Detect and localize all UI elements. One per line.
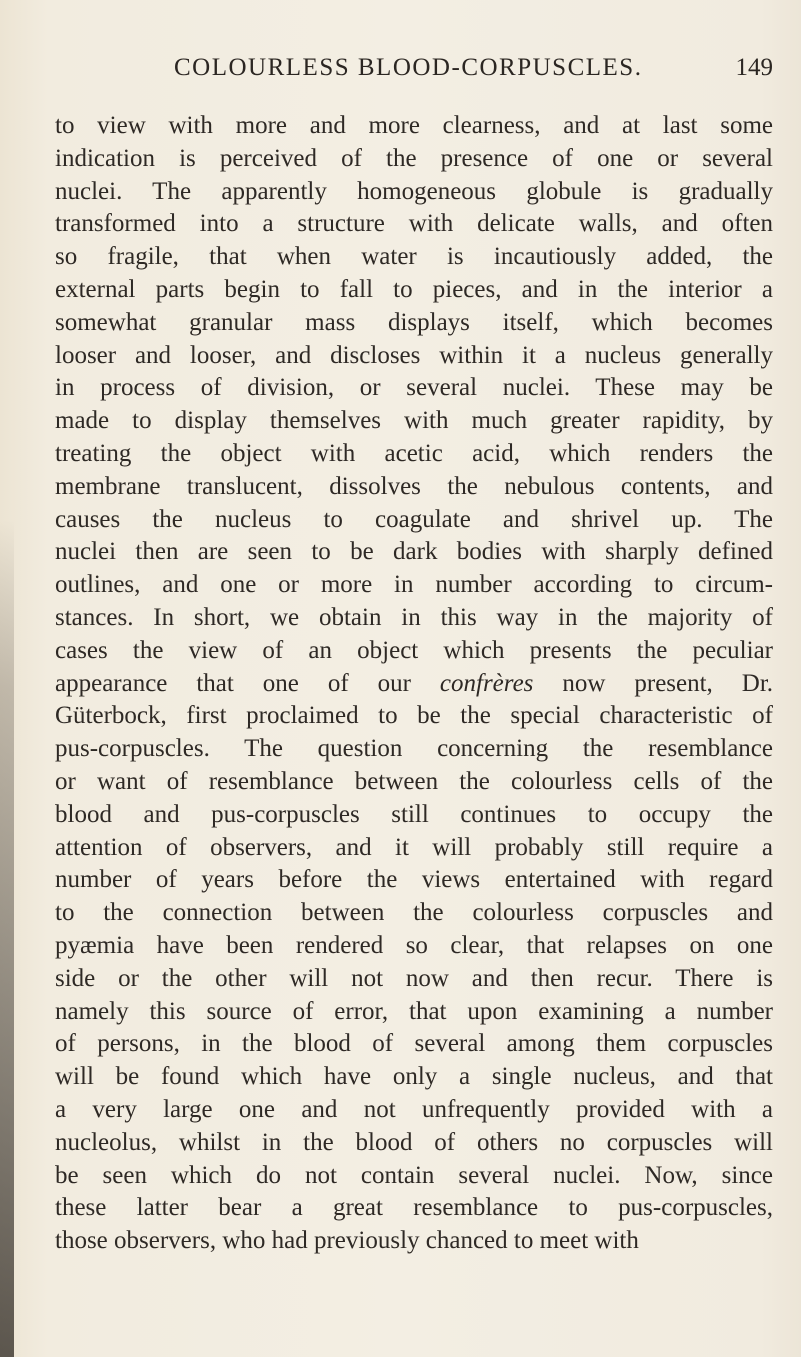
text-line: a very large one and not unfrequently provided with a [55, 1095, 773, 1123]
text-line: made to display themselves with much greater rapidity, by [55, 407, 773, 435]
text-line: to the connection between the colourless corpuscles and [55, 899, 773, 927]
text-line: membrane translucent, dissolves the nebulous contents, and [55, 472, 773, 500]
text-line: of persons, in the blood of several among them corpuscles [55, 1030, 773, 1058]
italic-word: confrères [439, 669, 534, 697]
text-line: side or the other will not now and then recur. There is [55, 964, 773, 992]
text-line: somewhat granular mass displays itself, which becomes [55, 308, 773, 336]
body-text [55, 110, 773, 1258]
text-line: pus-corpuscles. The question concerning the resemblance [55, 735, 773, 763]
text-line: will be found which have only a single nucleus, and that [55, 1063, 773, 1091]
text-line: indication is perceived of the presence of one or several [55, 144, 773, 172]
text-line: blood and pus-corpuscles still continues to occupy the [55, 800, 773, 828]
text-line: these latter bear a great resemblance to pus-corpuscles, [55, 1194, 773, 1222]
text-line: nuclei then are seen to be dark bodies with sharply defined [55, 538, 773, 566]
text-line: pyæmia have been rendered so clear, that relapses on one [55, 931, 773, 959]
text-line: cases the view of an object which presents the peculiar [55, 636, 773, 664]
text-line: nucleolus, whilst in the blood of others no corpuscles will [55, 1128, 773, 1156]
page-number: 149 [735, 54, 773, 81]
text-line: to view with more and more clearness, and at last some [55, 112, 773, 139]
text-line: number of years before the views entertained with regard [55, 866, 773, 894]
text-line: or want of resemblance between the colourless cells of the [55, 767, 773, 795]
binding-shadow [0, 520, 14, 1357]
text-line: looser and looser, and discloses within it a nucleus generally [55, 341, 773, 369]
text-line: stances. In short, we obtain in this way in the majority of [55, 603, 773, 631]
text-line: Güterbock, first proclaimed to be the special characteristic of [55, 702, 773, 730]
line-segment: now present, Dr. [562, 669, 774, 697]
text-line: so fragile, that when water is incautiously added, the [55, 243, 773, 271]
text-line: namely this source of error, that upon examining a number [55, 997, 773, 1025]
text-line: external parts begin to fall to pieces, and in the interior a [55, 275, 773, 303]
text-line: attention of observers, and it will probably still require a [55, 833, 773, 861]
text-line: be seen which do not contain several nuclei. Now, since [55, 1161, 773, 1189]
running-title: COLOURLESS BLOOD-CORPUSCLES. [174, 54, 643, 81]
text-line: in process of division, or several nuclei. These may be [55, 374, 773, 402]
text-line: causes the nucleus to coagulate and shrivel up. The [55, 505, 773, 533]
text-line-with-italic [55, 668, 773, 701]
page-header [55, 54, 773, 88]
line-segment: appearance that one of our [55, 669, 411, 697]
text-line: transformed into a structure with delicate walls, and often [55, 210, 773, 238]
text-line: those observers, who had previously chanced to meet with [55, 1227, 639, 1255]
text-line: nuclei. The apparently homogeneous globule is gradually [55, 177, 773, 205]
text-line: treating the object with acetic acid, which renders the [55, 439, 773, 467]
text-line: outlines, and one or more in number according to circum- [55, 571, 773, 599]
